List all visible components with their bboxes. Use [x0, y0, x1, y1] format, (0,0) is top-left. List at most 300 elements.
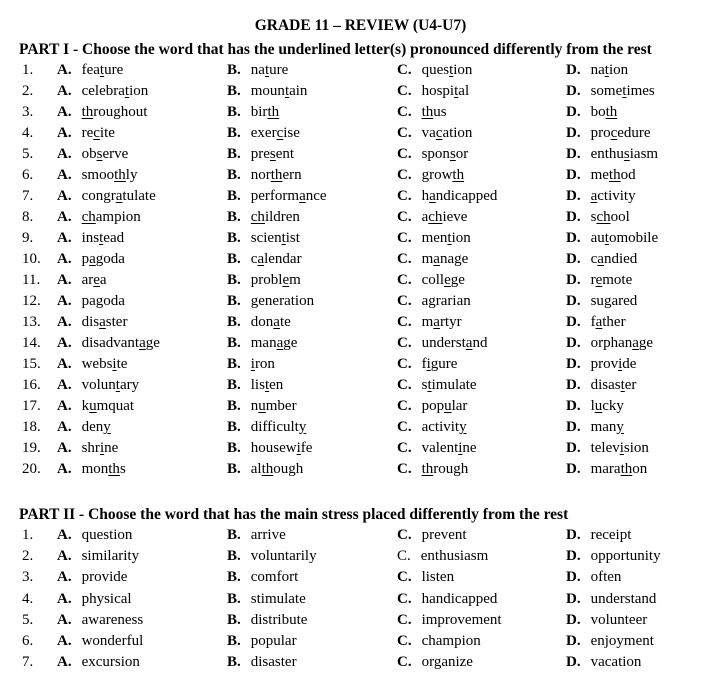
answer-option-c[interactable]	[397, 228, 471, 249]
question-number: 11.	[22, 272, 41, 288]
answer-option-a[interactable]	[57, 546, 139, 567]
option-letter: B.	[227, 209, 241, 225]
question-row	[0, 438, 721, 459]
word-segment: bir	[250, 104, 268, 120]
word-segment: re	[81, 125, 94, 141]
part1-heading: PART I - Choose the word that has the underlined letter(s) pronounced differently from the rest	[19, 41, 652, 58]
answer-option-c[interactable]	[397, 375, 477, 396]
word-segment: m	[289, 272, 301, 288]
underlined-letters: a	[595, 314, 603, 330]
answer-option-d[interactable]	[566, 291, 637, 312]
option-letter: B.	[227, 633, 241, 649]
option-letter: A.	[57, 633, 72, 649]
option-word	[591, 146, 659, 162]
question-row	[0, 81, 721, 102]
option-word	[251, 146, 294, 162]
option-word	[82, 569, 128, 585]
answer-option-a[interactable]	[57, 631, 143, 652]
option-word	[422, 188, 498, 204]
word-segment: or	[455, 146, 469, 162]
option-letter: B.	[227, 654, 241, 671]
option-word	[251, 293, 314, 309]
answer-option-d[interactable]	[566, 144, 658, 165]
answer-option-c[interactable]	[397, 123, 472, 144]
answer-option-b[interactable]	[227, 375, 283, 396]
word-segment: ain	[289, 83, 308, 99]
answer-option-b[interactable]	[227, 123, 300, 144]
option-letter: A.	[57, 527, 72, 543]
answer-option-b[interactable]	[227, 525, 286, 546]
option-letter: A.	[57, 209, 72, 225]
option-word	[422, 633, 481, 649]
option-letter: D.	[566, 62, 581, 78]
answer-option-d[interactable]	[566, 354, 636, 375]
answer-option-d[interactable]	[566, 396, 624, 417]
question-number: 7.	[22, 654, 34, 671]
answer-option-b[interactable]	[227, 60, 288, 81]
question-row	[0, 354, 721, 375]
answer-option-a[interactable]	[57, 396, 134, 417]
question-number: 15.	[22, 356, 41, 372]
answer-option-c[interactable]	[397, 249, 468, 270]
answer-option-d[interactable]	[566, 102, 617, 123]
word-segment: k	[81, 398, 90, 414]
option-letter: C.	[397, 62, 412, 78]
word-segment: distribute	[250, 611, 308, 628]
word-segment: c	[590, 251, 598, 267]
word-segment: od	[620, 167, 636, 183]
answer-option-c[interactable]	[397, 102, 447, 123]
answer-option-a[interactable]	[57, 270, 107, 291]
underlined-letters: i	[426, 356, 431, 372]
answer-option-b[interactable]	[227, 291, 314, 312]
option-word	[591, 440, 649, 456]
word-segment: en	[269, 377, 284, 393]
answer-option-c[interactable]	[397, 60, 472, 81]
word-segment: often	[590, 569, 622, 586]
answer-option-b[interactable]	[227, 228, 300, 249]
option-word	[422, 272, 465, 288]
option-word	[251, 272, 301, 288]
option-letter: A.	[57, 62, 72, 78]
word-segment: goda	[95, 251, 125, 267]
option-word	[82, 167, 138, 183]
answer-option-b[interactable]	[227, 631, 297, 652]
word-segment: webs	[81, 356, 113, 372]
option-word	[82, 419, 111, 435]
word-segment: probl	[250, 272, 283, 288]
question-row	[0, 186, 721, 207]
answer-option-d[interactable]	[566, 333, 653, 354]
word-segment: scien	[250, 230, 282, 246]
question-row	[0, 396, 721, 417]
answer-option-c[interactable]	[397, 631, 481, 652]
question-row	[0, 631, 721, 652]
option-word	[251, 230, 300, 246]
option-word	[251, 62, 289, 78]
option-word	[82, 654, 140, 670]
underlined-letters: t	[281, 230, 286, 246]
word-segment: eneration	[258, 293, 315, 309]
answer-option-c[interactable]	[397, 546, 488, 567]
word-segment: ist	[285, 230, 300, 246]
answer-option-b[interactable]	[227, 270, 301, 291]
word-segment: some	[590, 83, 623, 99]
underlined-letters: a	[257, 251, 265, 267]
underlined-letters: t	[604, 230, 609, 246]
answer-option-d[interactable]	[566, 186, 636, 207]
option-letter: B.	[227, 83, 241, 99]
option-word	[591, 612, 648, 628]
word-segment: tulate	[122, 188, 156, 204]
answer-option-a[interactable]	[57, 123, 115, 144]
underlined-letters: th	[452, 167, 465, 183]
underlined-letters: e	[595, 272, 603, 288]
option-word	[591, 335, 654, 351]
option-word	[422, 314, 462, 330]
answer-option-c[interactable]	[397, 396, 467, 417]
underlined-letters: a	[273, 314, 280, 330]
answer-option-c[interactable]	[397, 354, 457, 375]
answer-option-b[interactable]	[227, 546, 317, 567]
underlined-letters: u	[258, 398, 266, 414]
option-letter: A.	[57, 293, 72, 309]
word-segment: ctivity	[597, 188, 636, 204]
option-letter: A.	[57, 440, 72, 456]
option-letter: C.	[397, 356, 412, 372]
question-number: 18.	[22, 419, 41, 435]
question-row	[0, 312, 721, 333]
option-letter: B.	[227, 590, 241, 607]
answer-option-d[interactable]	[566, 81, 655, 102]
answer-option-c[interactable]	[397, 652, 473, 673]
answer-option-a[interactable]	[57, 165, 137, 186]
option-letter: D.	[566, 548, 581, 565]
answer-option-c[interactable]	[397, 459, 468, 480]
option-letter: D.	[566, 569, 581, 586]
answer-option-a[interactable]	[57, 102, 147, 123]
answer-option-b[interactable]	[227, 567, 298, 588]
answer-option-c[interactable]	[397, 81, 469, 102]
question-number: 2.	[22, 83, 34, 99]
option-word	[591, 569, 622, 585]
answer-option-b[interactable]	[227, 312, 291, 333]
answer-option-d[interactable]	[566, 270, 632, 291]
option-letter: A.	[57, 188, 72, 204]
option-word	[82, 314, 128, 330]
underlined-letters: ch	[250, 209, 265, 225]
answer-option-d[interactable]	[566, 228, 658, 249]
answer-option-a[interactable]	[57, 354, 127, 375]
question-row	[0, 459, 721, 480]
underlined-letters: i	[99, 440, 105, 456]
answer-option-b[interactable]	[227, 81, 307, 102]
underlined-letters: s	[623, 146, 630, 162]
answer-option-c[interactable]	[397, 207, 467, 228]
option-letter: D.	[566, 440, 581, 456]
answer-option-a[interactable]	[57, 417, 111, 438]
question-row	[0, 610, 721, 631]
word-segment: dis	[81, 314, 100, 330]
answer-option-a[interactable]	[57, 375, 139, 396]
word-segment: imulate	[431, 377, 477, 393]
answer-option-a[interactable]	[57, 610, 143, 631]
word-segment: disas	[590, 377, 621, 393]
option-word	[82, 209, 141, 225]
option-word	[591, 83, 655, 99]
answer-option-d[interactable]	[566, 652, 641, 673]
option-word	[422, 612, 502, 628]
word-segment: mquat	[96, 398, 135, 414]
answer-option-a[interactable]	[57, 228, 124, 249]
answer-option-b[interactable]	[227, 438, 312, 459]
answer-option-d[interactable]	[566, 249, 637, 270]
word-segment: man	[250, 335, 277, 351]
question-number: 1.	[22, 527, 34, 543]
question-row	[0, 270, 721, 291]
question-number: 8.	[22, 209, 34, 225]
word-segment: ne	[462, 440, 477, 456]
option-word	[251, 356, 275, 372]
word-segment: ge	[283, 335, 298, 351]
option-word	[251, 335, 298, 351]
answer-option-c[interactable]	[397, 291, 471, 312]
option-letter: B.	[227, 272, 241, 288]
answer-option-b[interactable]	[227, 589, 306, 610]
answer-option-a[interactable]	[57, 186, 156, 207]
word-segment: ob	[81, 146, 97, 162]
answer-option-c[interactable]	[397, 525, 467, 546]
answer-option-c[interactable]	[397, 589, 497, 610]
underlined-letters: i	[619, 440, 624, 456]
option-word	[82, 272, 107, 288]
question-row	[0, 102, 721, 123]
word-segment: nce	[305, 188, 327, 204]
option-letter: D.	[566, 654, 581, 671]
answer-option-a[interactable]	[57, 589, 132, 610]
word-segment: similarity	[81, 548, 140, 565]
answer-option-d[interactable]	[566, 438, 649, 459]
answer-option-a[interactable]	[57, 144, 128, 165]
question-number: 3.	[22, 569, 34, 586]
word-segment: enjoyment	[590, 633, 654, 649]
option-word	[251, 83, 308, 99]
answer-option-a[interactable]	[57, 312, 127, 333]
answer-option-c[interactable]	[397, 333, 487, 354]
word-segment: organize	[421, 654, 473, 671]
answer-option-a[interactable]	[57, 459, 126, 480]
option-letter: B.	[227, 125, 241, 141]
word-segment: cky	[602, 398, 624, 414]
option-letter: C.	[397, 167, 412, 183]
word-segment: understand	[590, 590, 657, 607]
answer-option-c[interactable]	[397, 567, 454, 588]
answer-option-a[interactable]	[57, 525, 132, 546]
option-letter: B.	[227, 461, 241, 477]
underlined-letters: t	[427, 377, 432, 393]
answer-option-d[interactable]	[566, 459, 647, 480]
answer-option-b[interactable]	[227, 417, 306, 438]
option-letter: D.	[566, 272, 581, 288]
option-letter: D.	[566, 461, 581, 477]
option-letter: B.	[227, 146, 241, 162]
word-segment: ent	[275, 146, 295, 162]
answer-option-a[interactable]	[57, 81, 148, 102]
answer-option-c[interactable]	[397, 165, 464, 186]
answer-option-a[interactable]	[57, 291, 125, 312]
word-segment: nd	[472, 335, 488, 351]
answer-option-d[interactable]	[566, 525, 631, 546]
answer-option-d[interactable]	[566, 123, 651, 144]
option-letter: C.	[397, 335, 412, 351]
option-letter: D.	[566, 293, 581, 309]
word-segment: s	[119, 461, 126, 477]
word-segment: stimulate	[250, 590, 306, 607]
option-letter: B.	[227, 527, 241, 543]
question-number: 4.	[22, 125, 34, 141]
option-word	[82, 440, 119, 456]
answer-option-c[interactable]	[397, 417, 467, 438]
answer-option-d[interactable]	[566, 567, 621, 588]
option-letter: D.	[566, 167, 581, 183]
answer-option-d[interactable]	[566, 312, 626, 333]
option-word	[591, 419, 624, 435]
word-segment: mber	[265, 398, 297, 414]
answer-option-b[interactable]	[227, 144, 294, 165]
underlined-letters: t	[622, 83, 627, 99]
option-word	[251, 398, 297, 414]
option-word	[82, 104, 148, 120]
answer-option-b[interactable]	[227, 249, 302, 270]
option-letter: D.	[566, 398, 581, 414]
word-segment: wonderful	[81, 633, 144, 649]
answer-option-d[interactable]	[566, 165, 636, 186]
question-number: 14.	[22, 335, 41, 351]
word-segment: shr	[81, 440, 100, 456]
underlined-letters: u	[594, 398, 603, 414]
underlined-letters: y	[459, 419, 467, 435]
answer-option-b[interactable]	[227, 354, 275, 375]
answer-option-a[interactable]	[57, 652, 140, 673]
option-word	[422, 419, 467, 435]
option-letter: A.	[57, 125, 72, 141]
word-segment: ins	[81, 230, 100, 246]
answer-option-b[interactable]	[227, 207, 300, 228]
option-letter: C.	[397, 146, 412, 162]
answer-option-b[interactable]	[227, 652, 297, 673]
underlined-letters: g	[428, 293, 436, 309]
option-letter: C.	[397, 611, 412, 628]
answer-option-b[interactable]	[227, 186, 327, 207]
word-segment: physical	[81, 590, 132, 607]
option-letter: D.	[566, 419, 581, 435]
answer-option-a[interactable]	[57, 249, 125, 270]
word-segment: volunteer	[590, 611, 648, 628]
answer-option-b[interactable]	[227, 165, 302, 186]
option-word	[591, 356, 637, 372]
word-segment: te	[279, 314, 291, 330]
word-segment: prevent	[421, 527, 467, 543]
option-word	[82, 293, 125, 309]
answer-option-c[interactable]	[397, 438, 477, 459]
word-segment: popular	[250, 633, 297, 649]
option-letter: D.	[566, 356, 581, 372]
answer-option-c[interactable]	[397, 312, 462, 333]
answer-option-a[interactable]	[57, 438, 118, 459]
answer-option-d[interactable]	[566, 417, 624, 438]
option-letter: B.	[227, 356, 241, 372]
answer-option-c[interactable]	[397, 144, 468, 165]
option-word	[591, 654, 642, 670]
option-letter: C.	[397, 590, 412, 607]
option-word	[422, 569, 455, 585]
word-segment: mote	[602, 272, 633, 288]
word-segment: ion	[451, 230, 471, 246]
word-segment: ead	[103, 230, 125, 246]
answer-option-b[interactable]	[227, 459, 303, 480]
option-letter: C.	[397, 461, 412, 477]
option-word	[422, 335, 488, 351]
answer-option-d[interactable]	[566, 207, 630, 228]
underlined-letters: a	[89, 251, 96, 267]
option-letter: A.	[57, 398, 72, 414]
answer-option-b[interactable]	[227, 333, 297, 354]
option-word	[251, 104, 279, 120]
answer-option-c[interactable]	[397, 186, 497, 207]
answer-option-a[interactable]	[57, 567, 127, 588]
answer-option-d[interactable]	[566, 375, 636, 396]
answer-option-c[interactable]	[397, 270, 465, 291]
answer-option-b[interactable]	[227, 102, 279, 123]
underlined-letters: t	[449, 62, 454, 78]
answer-option-b[interactable]	[227, 610, 307, 631]
option-letter: A.	[57, 335, 72, 351]
question-number: 6.	[22, 167, 34, 183]
answer-option-d[interactable]	[566, 589, 656, 610]
answer-option-d[interactable]	[566, 546, 661, 567]
option-word	[251, 527, 286, 543]
option-letter: D.	[566, 230, 581, 246]
answer-option-a[interactable]	[57, 207, 141, 228]
option-word	[82, 335, 160, 351]
answer-option-d[interactable]	[566, 610, 647, 631]
part2-heading: PART II - Choose the word that has the main stress placed differently from the rest	[19, 506, 569, 523]
answer-option-d[interactable]	[566, 631, 654, 652]
word-segment: r	[590, 272, 596, 288]
question-number: 4.	[22, 590, 34, 607]
underlined-letters: a	[597, 251, 604, 267]
option-word	[82, 591, 132, 607]
word-segment: te	[116, 356, 128, 372]
word-segment: enthu	[590, 146, 624, 162]
answer-option-b[interactable]	[227, 396, 297, 417]
answer-option-d[interactable]	[566, 60, 628, 81]
option-word	[421, 548, 489, 564]
answer-option-a[interactable]	[57, 60, 123, 81]
word-segment: ern	[282, 167, 302, 183]
underlined-letters: t	[99, 62, 105, 78]
word-segment: pop	[421, 398, 445, 414]
word-segment: p	[81, 251, 90, 267]
answer-option-a[interactable]	[57, 333, 160, 354]
word-segment: fea	[81, 62, 100, 78]
option-letter: B.	[227, 230, 241, 246]
answer-option-c[interactable]	[397, 610, 502, 631]
word-segment: lendar	[264, 251, 302, 267]
word-segment: ite	[99, 125, 115, 141]
word-segment: ar	[81, 272, 94, 288]
option-letter: D.	[566, 125, 581, 141]
